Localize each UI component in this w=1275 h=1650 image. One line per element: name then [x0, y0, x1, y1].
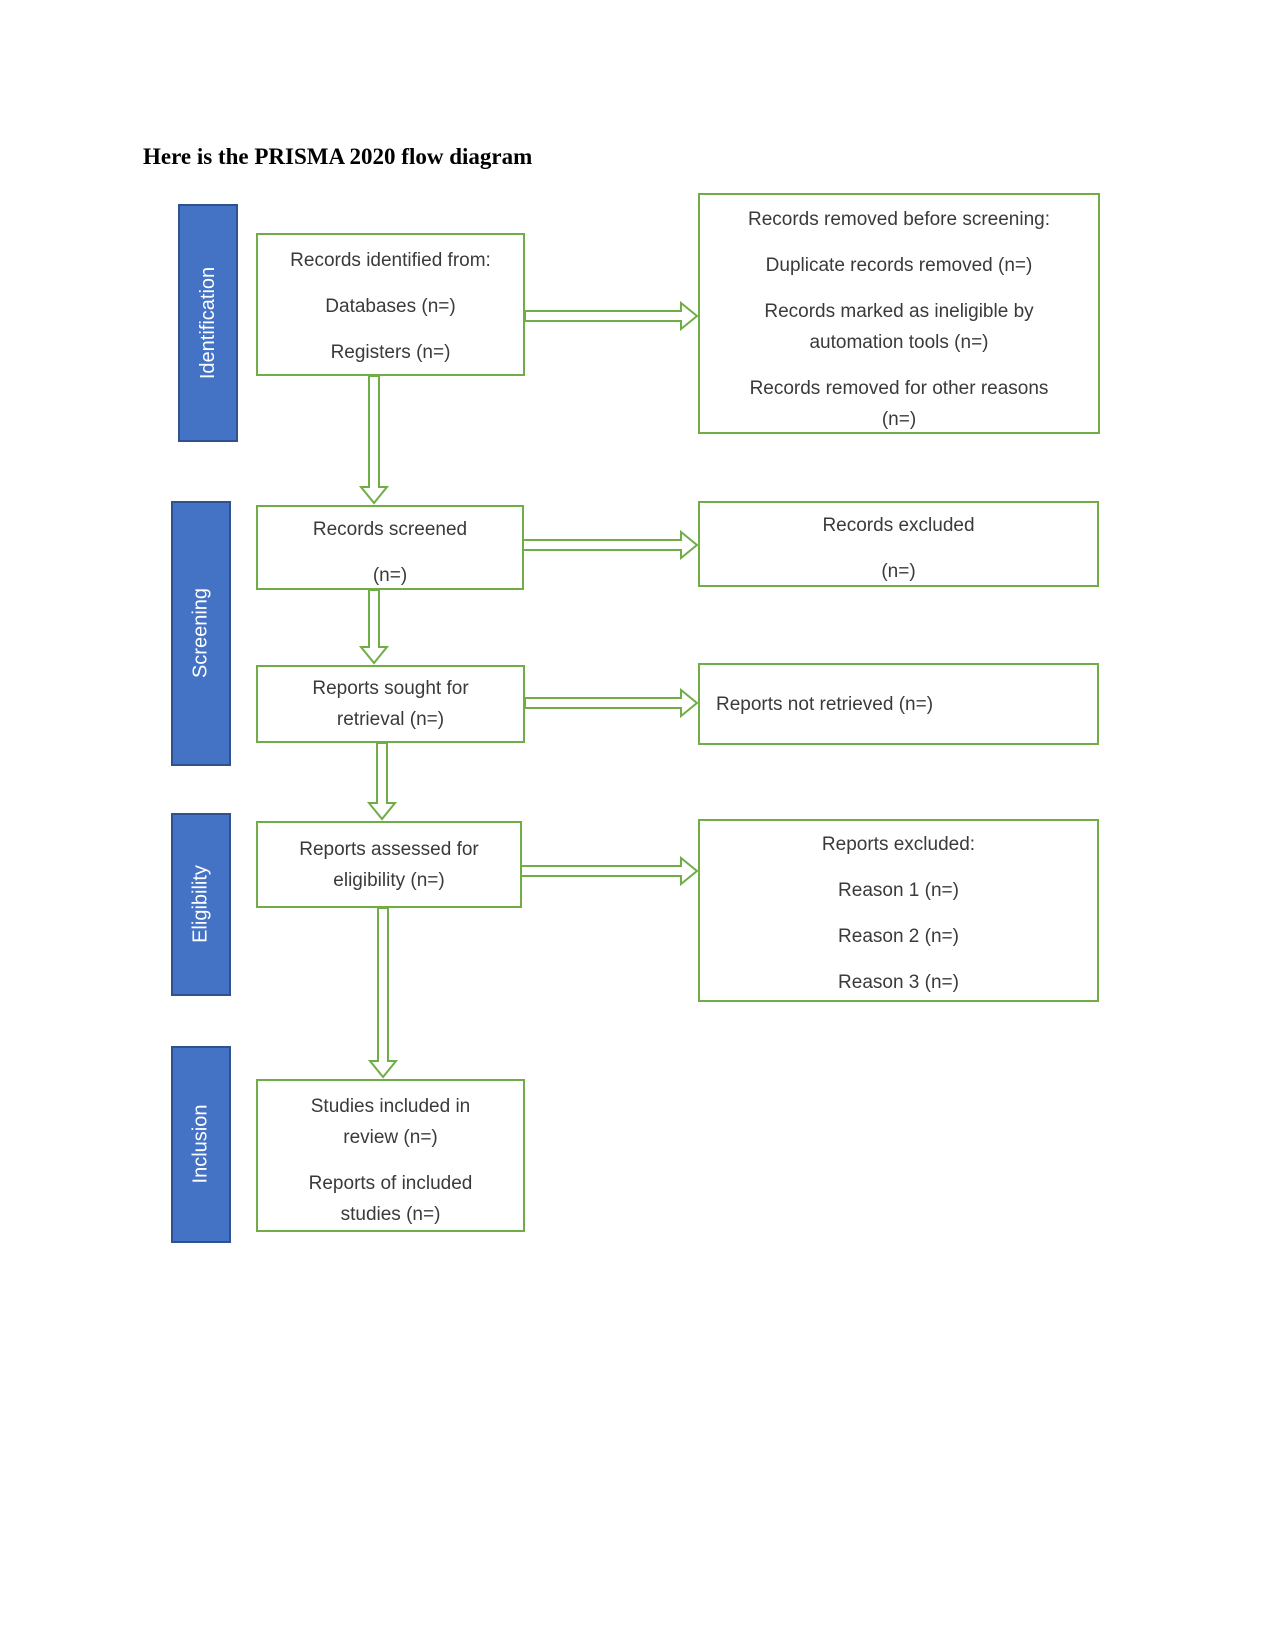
box-records-excluded — [698, 501, 1099, 587]
box-line: Reports sought for — [312, 678, 469, 699]
box-line: Reason 3 (n=) — [838, 972, 959, 993]
stage-label-inclusion: Inclusion — [189, 1104, 212, 1184]
box-line: studies (n=) — [340, 1204, 441, 1225]
stage-label-screening: Screening — [189, 587, 212, 679]
arrow-sought-to-assessed — [367, 743, 397, 821]
arrow-identified-to-screened — [359, 376, 389, 505]
box-line: Records removed for other reasons — [749, 378, 1049, 399]
stage-label-eligibility: Eligibility — [189, 865, 212, 943]
arrow-screened-to-excluded — [523, 530, 699, 560]
box-line: Records removed before screening: — [747, 209, 1051, 230]
arrow-assessed-to-included — [368, 908, 398, 1079]
page-title: Here is the PRISMA 2020 flow diagram — [143, 144, 533, 169]
box-studies-included — [256, 1079, 525, 1232]
box-records-screened — [256, 505, 524, 590]
arrow-identified-to-removed — [525, 301, 699, 331]
box-reports-sought — [256, 665, 525, 743]
box-line: Duplicate records removed (n=) — [765, 255, 1033, 276]
box-line: Records excluded — [822, 515, 975, 536]
box-line: Records marked as ineligible by — [764, 301, 1034, 322]
stage-label-identification: Identification — [197, 266, 219, 380]
box-line: Records identified from: — [290, 250, 491, 271]
box-records-identified — [256, 233, 525, 376]
box-records-removed — [698, 193, 1100, 434]
box-line: retrieval (n=) — [336, 709, 445, 730]
box-line: Records screened — [312, 519, 468, 540]
box-line: eligibility (n=) — [333, 869, 445, 891]
box-line: Reports not retrieved (n=) — [716, 693, 934, 715]
box-reports-assessed — [256, 821, 522, 908]
arrow-sought-to-not-retrieved — [525, 688, 699, 718]
arrow-assessed-to-reports-excluded — [521, 856, 699, 886]
box-line: Databases (n=) — [325, 296, 456, 317]
box-line: Reports of included — [308, 1173, 473, 1194]
box-line: (n=) — [881, 561, 916, 582]
box-line: Reports assessed for — [299, 838, 479, 860]
arrow-screened-to-sought — [359, 590, 389, 665]
box-line: Reason 2 (n=) — [838, 926, 959, 947]
box-line: review (n=) — [343, 1127, 438, 1148]
box-reports-excluded — [698, 819, 1099, 1002]
box-line: (n=) — [372, 565, 408, 586]
box-line: Reason 1 (n=) — [838, 880, 959, 901]
box-line: Studies included in — [310, 1096, 471, 1117]
box-line: (n=) — [881, 409, 917, 430]
box-line: Reports excluded: — [821, 834, 976, 855]
box-line: Registers (n=) — [330, 342, 451, 363]
box-line: automation tools (n=) — [809, 332, 989, 353]
box-reports-not-retrieved — [698, 663, 1099, 745]
